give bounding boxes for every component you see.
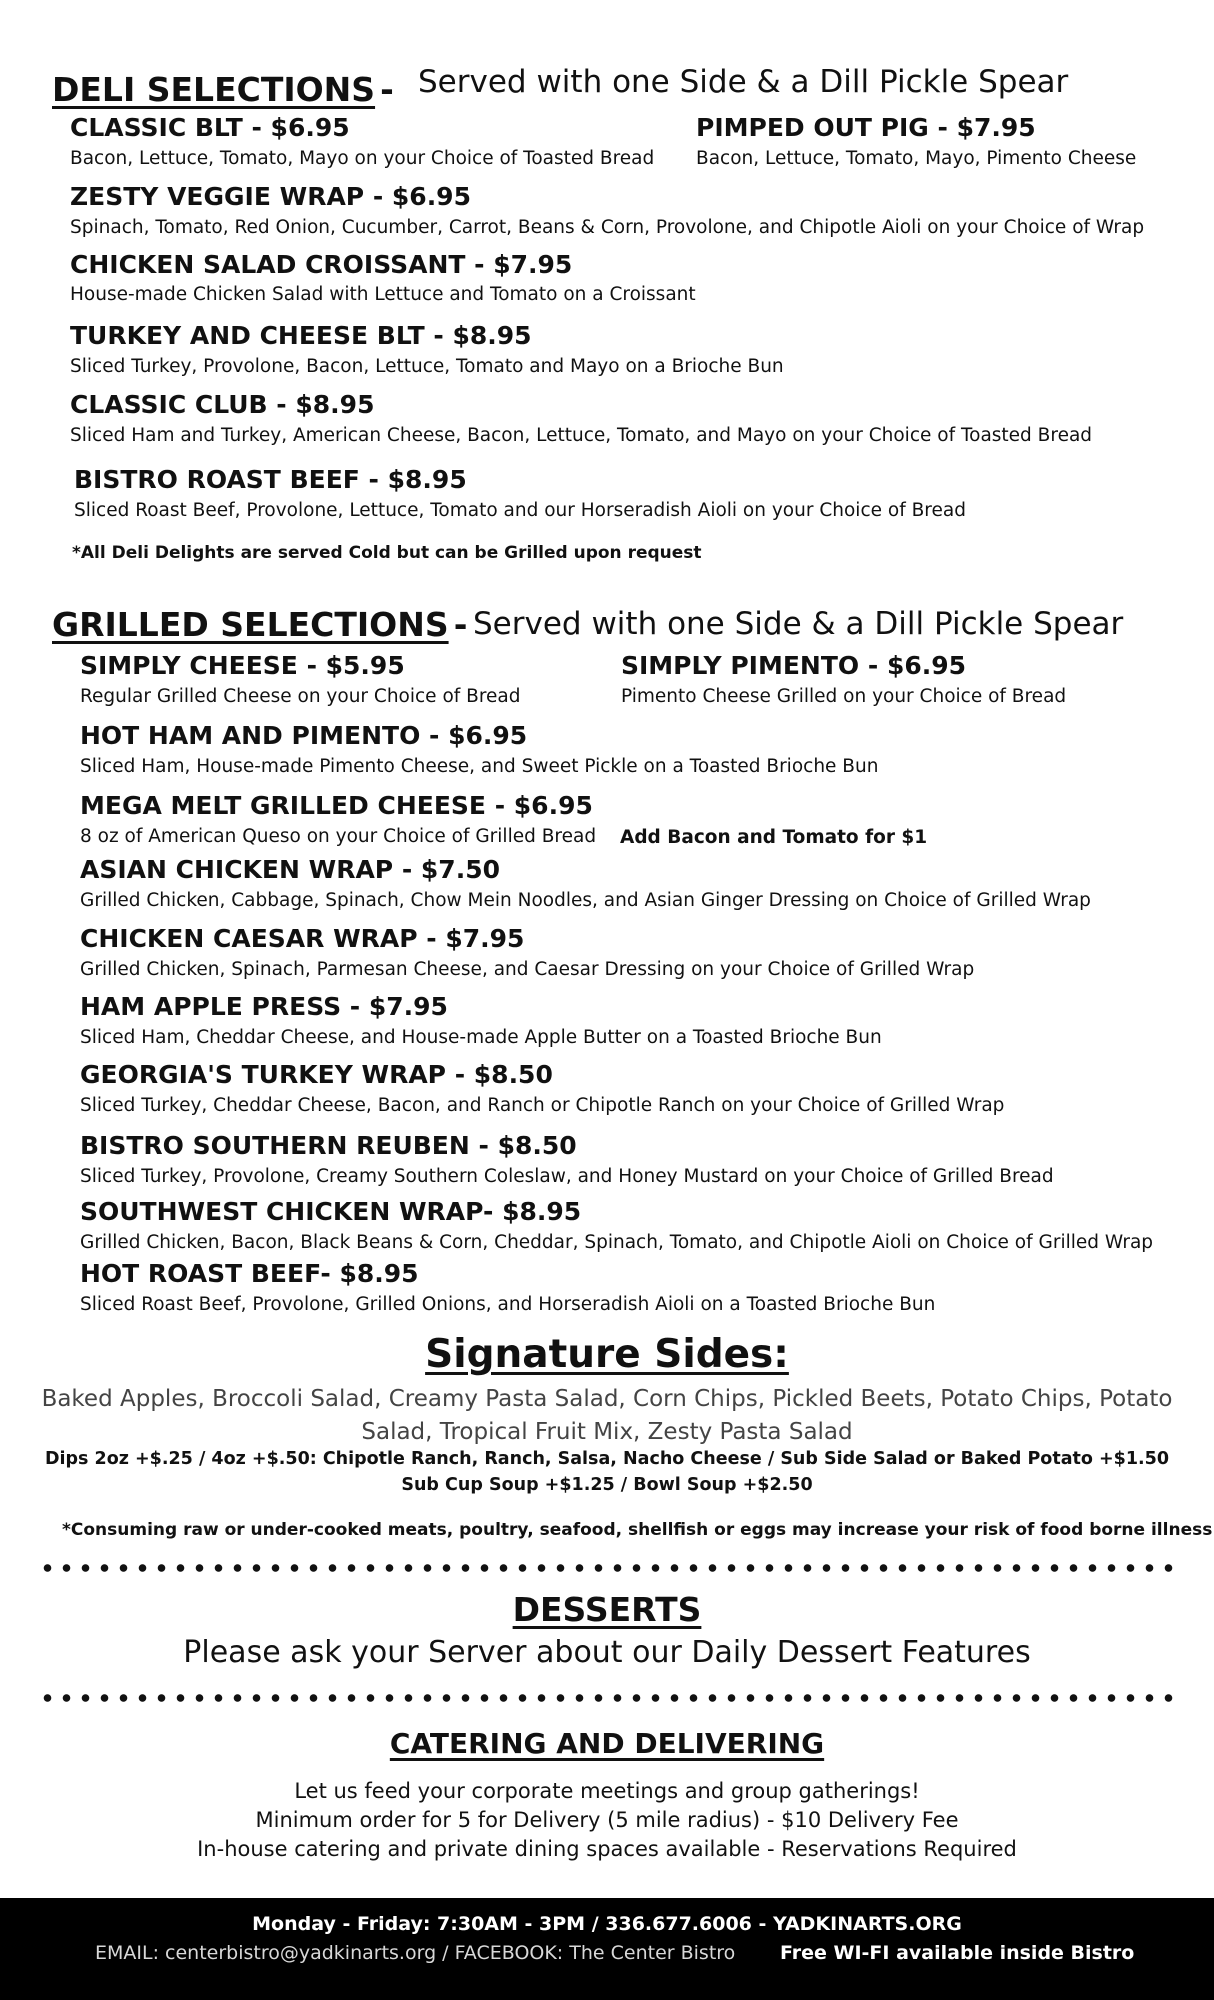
grilled-item-name: SOUTHWEST CHICKEN WRAP- $8.95 — [80, 1197, 582, 1226]
grilled-item-name: CHICKEN CAESAR WRAP - $7.95 — [80, 924, 525, 953]
deli-item-desc: House-made Chicken Salad with Lettuce and Tomato on a Croissant — [70, 284, 696, 305]
deli-dash: - — [380, 70, 394, 109]
grilled-item-extra: Add Bacon and Tomato for $1 — [620, 827, 928, 848]
grilled-item-desc: Grilled Chicken, Bacon, Black Beans & Corn, Cheddar, Spinach, Tomato, and Chipotle Aioli on Choice of Grilled Wrap — [80, 1232, 1154, 1253]
grilled-item-desc: Sliced Roast Beef, Provolone, Grilled Onions, and Horseradish Aioli on a Toasted Brioche Bun — [80, 1294, 936, 1315]
deli-item-desc: Sliced Roast Beef, Provolone, Lettuce, Tomato and our Horseradish Aioli on your Choice of Bread — [74, 500, 966, 521]
grilled-item-name: HOT ROAST BEEF- $8.95 — [80, 1259, 419, 1288]
footer-bar — [0, 1898, 1214, 2000]
grilled-subtitle: Served with one Side & a Dill Pickle Spear — [473, 606, 1124, 642]
desserts-text: Please ask your Server about our Daily Dessert Features — [183, 1635, 1031, 1670]
grilled-item-name: SIMPLY CHEESE - $5.95 — [80, 651, 405, 680]
grilled-item-name: BISTRO SOUTHERN REUBEN - $8.50 — [80, 1131, 577, 1160]
grilled-title: GRILLED SELECTIONS — [52, 605, 449, 644]
deli-item-desc: Bacon, Lettuce, Tomato, Mayo on your Choice of Toasted Bread — [70, 148, 655, 169]
grilled-item-name: MEGA MELT GRILLED CHEESE - $6.95 — [80, 791, 593, 820]
grilled-dash: - — [453, 605, 468, 644]
sides-list: Baked Apples, Broccoli Salad, Creamy Pasta Salad, Corn Chips, Pickled Beets, Potato Chips, Potato Salad, Tropical Fruit Mix, Zesty Pasta Salad — [41, 1386, 1173, 1445]
desserts-title: DESSERTS — [512, 1590, 702, 1629]
grilled-item-name: HOT HAM AND PIMENTO - $6.95 — [80, 721, 528, 750]
grilled-item-desc: Grilled Chicken, Cabbage, Spinach, Chow Mein Noodles, and Asian Ginger Dressing on Choice of Grilled Wrap — [80, 890, 1091, 911]
deli-item-desc: Sliced Turkey, Provolone, Bacon, Lettuce, Tomato and Mayo on a Brioche Bun — [70, 356, 784, 377]
deli-item-name: TURKEY AND CHEESE BLT - $8.95 — [70, 321, 532, 350]
grilled-item-desc: Sliced Turkey, Provolone, Creamy Southern Coleslaw, and Honey Mustard on your Choice of Grilled Bread — [80, 1166, 1054, 1187]
grilled-item-desc: Regular Grilled Cheese on your Choice of Bread — [80, 686, 521, 707]
food-warning: *Consuming raw or under-cooked meats, poultry, seafood, shellfish or eggs may increase your risk of food borne illness — [62, 1520, 1213, 1540]
grilled-item-desc: Grilled Chicken, Spinach, Parmesan Cheese, and Caesar Dressing on your Choice of Grilled Wrap — [80, 959, 975, 980]
grilled-header — [52, 605, 467, 644]
sides-soup: Sub Cup Soup +$1.25 / Bowl Soup +$2.50 — [401, 1475, 813, 1495]
grilled-item-name: ASIAN CHICKEN WRAP - $7.50 — [80, 855, 500, 884]
grilled-item-desc: Pimento Cheese Grilled on your Choice of Bread — [621, 686, 1067, 707]
footer-contact: EMAIL: centerbistro@yadkinarts.org / FACEBOOK: The Center Bistro — [95, 1942, 736, 1964]
catering-line: Let us feed your corporate meetings and group gatherings! — [294, 1779, 920, 1803]
dotted-divider — [38, 1693, 1178, 1703]
deli-item-desc: Spinach, Tomato, Red Onion, Cucumber, Carrot, Beans & Corn, Provolone, and Chipotle Aioli on your Choice of Wrap — [70, 217, 1145, 238]
grilled-item-desc: 8 oz of American Queso on your Choice of Grilled Bread — [80, 826, 597, 847]
deli-item-name: ZESTY VEGGIE WRAP - $6.95 — [70, 182, 471, 211]
catering-line: Minimum order for 5 for Delivery (5 mile radius) - $10 Delivery Fee — [255, 1808, 959, 1832]
grilled-item-desc: Sliced Turkey, Cheddar Cheese, Bacon, and Ranch or Chipotle Ranch on your Choice of Grilled Wrap — [80, 1095, 1005, 1116]
sides-title: Signature Sides: — [425, 1332, 789, 1377]
grilled-item-name: HAM APPLE PRESS - $7.95 — [80, 992, 448, 1021]
deli-item-name: BISTRO ROAST BEEF - $8.95 — [74, 465, 467, 494]
deli-item-name: CLASSIC CLUB - $8.95 — [70, 390, 375, 419]
deli-item-name: CHICKEN SALAD CROISSANT - $7.95 — [70, 250, 573, 279]
deli-item-desc: Sliced Ham and Turkey, American Cheese, Bacon, Lettuce, Tomato, and Mayo on your Choice of Toasted Bread — [70, 425, 1093, 446]
grilled-item-desc: Sliced Ham, Cheddar Cheese, and House-made Apple Butter on a Toasted Brioche Bun — [80, 1027, 882, 1048]
footer-wifi: Free WI-FI available inside Bistro — [780, 1942, 1135, 1964]
dotted-divider — [38, 1563, 1178, 1573]
deli-header — [52, 70, 394, 109]
deli-note: *All Deli Delights are served Cold but can be Grilled upon request — [72, 543, 702, 563]
catering-line: In-house catering and private dining spaces available - Reservations Required — [197, 1837, 1017, 1861]
deli-item-name: CLASSIC BLT - $6.95 — [70, 113, 350, 142]
sides-dips: Dips 2oz +$.25 / 4oz +$.50: Chipotle Ranch, Ranch, Salsa, Nacho Cheese / Sub Side Salad or Baked Potato +$1.50 — [44, 1449, 1170, 1469]
deli-subtitle: Served with one Side & a Dill Pickle Spear — [418, 64, 1069, 100]
footer-hours: Monday - Friday: 7:30AM - 3PM / 336.677.6006 - YADKINARTS.ORG — [252, 1913, 962, 1935]
grilled-item-name: SIMPLY PIMENTO - $6.95 — [621, 651, 967, 680]
deli-item-desc: Bacon, Lettuce, Tomato, Mayo, Pimento Cheese — [696, 148, 1137, 169]
grilled-item-name: GEORGIA'S TURKEY WRAP - $8.50 — [80, 1060, 553, 1089]
catering-title: CATERING AND DELIVERING — [389, 1727, 825, 1760]
deli-item-name: PIMPED OUT PIG - $7.95 — [696, 113, 1036, 142]
deli-title: DELI SELECTIONS — [52, 70, 376, 109]
grilled-item-desc: Sliced Ham, House-made Pimento Cheese, and Sweet Pickle on a Toasted Brioche Bun — [80, 756, 879, 777]
